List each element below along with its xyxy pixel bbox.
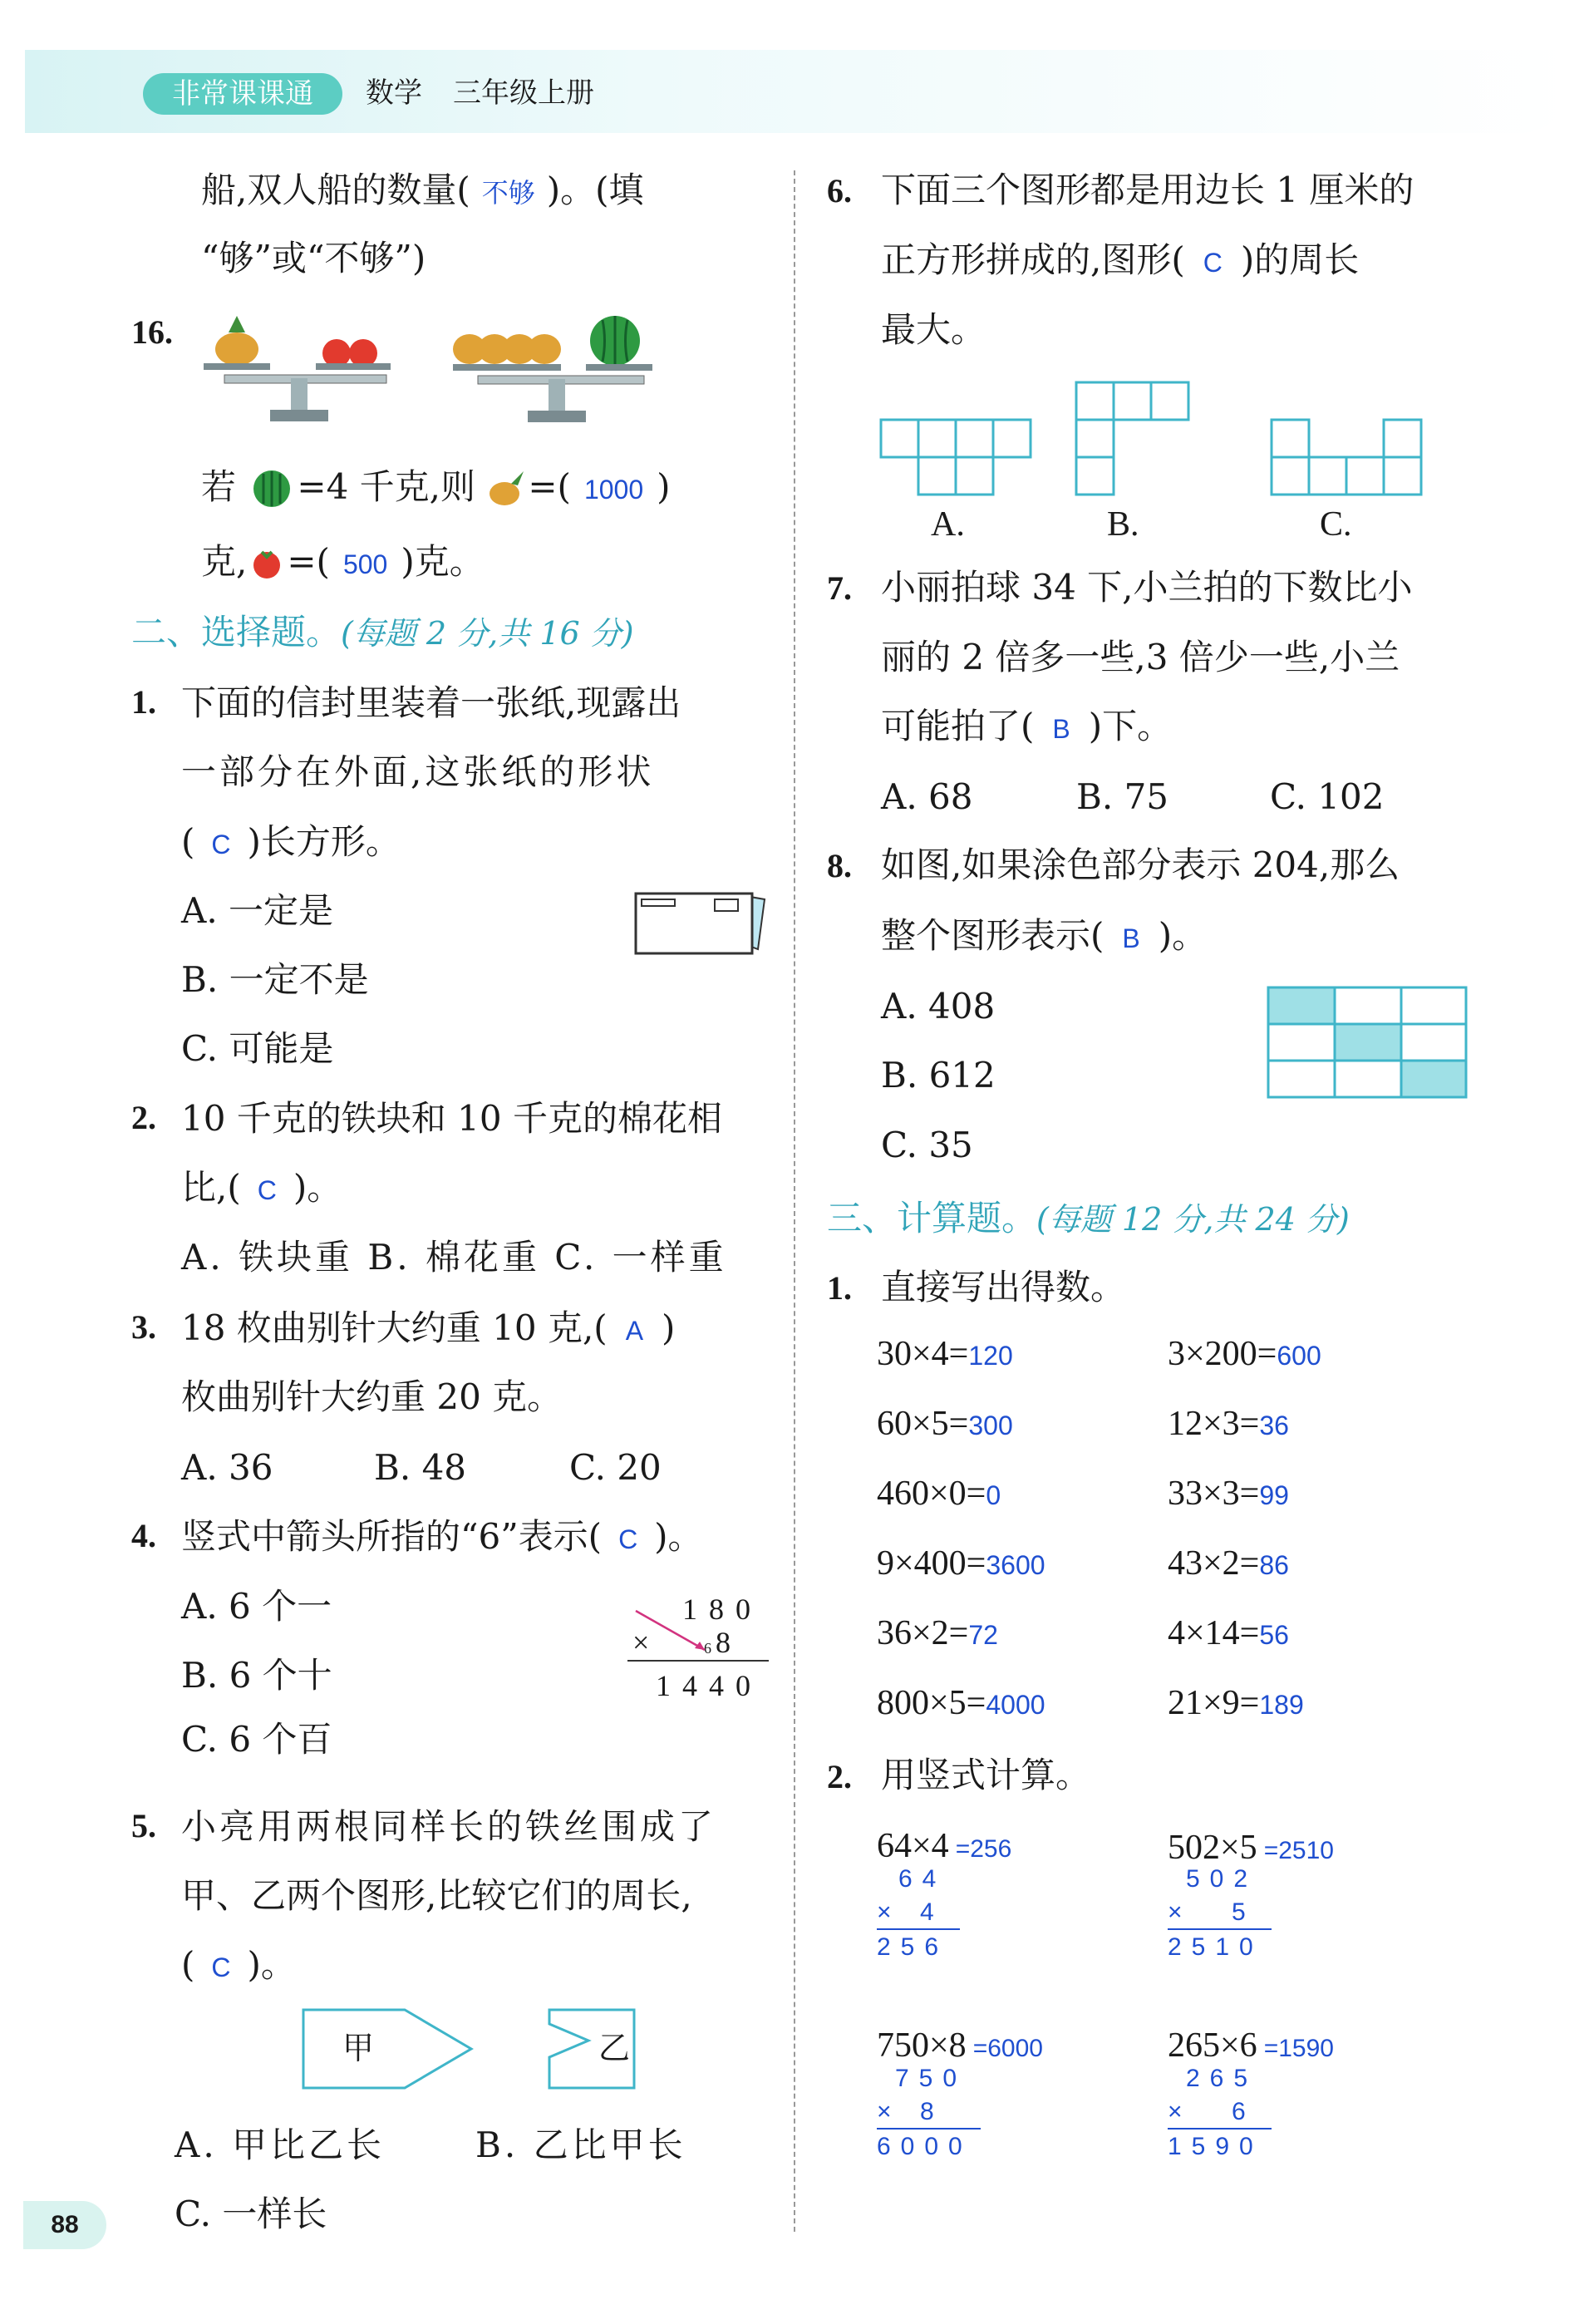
- sec2-q7-option-a: A. 68: [881, 776, 973, 817]
- tomato-icon: [247, 547, 287, 580]
- sec2-q8-line1: 如图,如果涂色部分表示 204,那么: [881, 844, 1400, 885]
- oral-row-4-left: 9×400=3600: [877, 1544, 1045, 1583]
- sec2-q3-answer: A: [625, 1316, 644, 1346]
- oral-row-1-right: 3×200=600: [1168, 1335, 1321, 1373]
- envelope-icon: [632, 889, 769, 960]
- sec2-q2-number: 2.: [131, 1099, 156, 1136]
- sec2-q8-option-b: B. 612: [881, 1055, 996, 1096]
- tomato-icon: [322, 339, 377, 367]
- q8-grid: [1266, 985, 1469, 1101]
- sec3-q2-title: 用竖式计算。: [881, 1755, 1091, 1795]
- oral-row-6-right: 21×9=189: [1168, 1684, 1304, 1722]
- vertical-calc-1: 64×4 =256 64 × 4 256: [877, 1827, 1012, 1961]
- watermelon-icon: [247, 467, 297, 509]
- sec2-q5-line1: 小亮用两根同样长的铁丝围成了: [181, 1806, 717, 1847]
- oral-row-5-left: 36×2=72: [877, 1614, 998, 1652]
- oral-row-3-left: 460×0=0: [877, 1475, 1001, 1513]
- shape-jia-label: 甲: [342, 2030, 375, 2066]
- sec2-q8-line2: 整个图形表示( B )。: [881, 915, 1208, 956]
- sec2-q8-option-c: C. 35: [881, 1125, 973, 1165]
- q15-line1: 船,双人船的数量( 不够 )。(填: [201, 170, 644, 210]
- balance-scale-left: [191, 312, 407, 428]
- header-grade: 三年级上册: [453, 77, 594, 109]
- pineapple-icon: [215, 316, 258, 366]
- sec2-q8-answer: B: [1122, 923, 1140, 953]
- sec2-q6-number: 6.: [827, 172, 852, 209]
- sec2-q2-answer: C: [257, 1175, 277, 1205]
- sec2-q3-line1: 18 枚曲别针大约重 10 克,( A ): [181, 1307, 676, 1348]
- q6-figures: [877, 378, 1425, 499]
- sec2-q6-line2: 正方形拼成的,图形( C )的周长: [881, 239, 1360, 280]
- sec3-q1-number: 1.: [827, 1269, 852, 1307]
- page-number: 88: [23, 2201, 106, 2249]
- vertical-calc-4: 265×6 =1590 265 × 6 1590: [1168, 2026, 1334, 2160]
- sec2-q6-answer: C: [1203, 248, 1223, 278]
- sec2-q1-line1: 下面的信封里装着一张纸,现露出: [181, 682, 681, 723]
- sec2-q4-line1: 竖式中箭头所指的“6”表示( C )。: [181, 1516, 703, 1557]
- section2-heading: 二、选择题。(每题 2 分,共 16 分): [131, 612, 634, 652]
- q16-number: 16.: [131, 313, 173, 351]
- oral-row-1-left: 30×4=120: [877, 1335, 1013, 1373]
- sec2-q5-line2: 甲、乙两个图形,比较它们的周长,: [181, 1875, 692, 1916]
- sec2-q5-answer: C: [211, 1952, 231, 1982]
- sec2-q1-option-c: C. 可能是: [181, 1028, 334, 1069]
- sec2-q2-options: A. 铁块重 B. 棉花重 C. 一样重: [181, 1237, 727, 1278]
- sec2-q3-option-a: A. 36: [181, 1447, 273, 1488]
- oral-calc-grid: [877, 1337, 1459, 1752]
- sec2-q3-number: 3.: [131, 1308, 156, 1346]
- vertical-calc-3: 750×8 =6000 750 × 8 6000: [877, 2026, 1043, 2160]
- sec2-q7-line3: 可能拍了( B )下。: [881, 706, 1173, 746]
- sec2-q5-option-a: A. 甲比乙长: [175, 2125, 386, 2165]
- sec2-q1-option-b: B. 一定不是: [181, 959, 369, 1000]
- sec3-q2-number: 2.: [827, 1758, 852, 1795]
- header-badge: 非常课课通: [143, 73, 342, 115]
- q16-answer-2: 500: [342, 549, 388, 579]
- sec2-q3-line2: 枚曲别针大约重 20 克。: [181, 1376, 563, 1417]
- sec2-q4-option-b: B. 6 个十: [181, 1655, 332, 1696]
- sec2-q3-option-b: B. 48: [374, 1447, 467, 1488]
- header-subject: 数学: [366, 77, 422, 109]
- sec2-q1-number: 1.: [131, 683, 156, 721]
- sec2-q5-number: 5.: [131, 1807, 156, 1844]
- sec2-q2-line2: 比,( C )。: [181, 1167, 342, 1208]
- sec2-q7-answer: B: [1052, 714, 1070, 744]
- sec2-q4-answer: C: [618, 1524, 638, 1554]
- sec2-q4-option-c: C. 6 个百: [181, 1719, 332, 1760]
- q16-line1: 若 =4 千克,则 =( 1000 ): [201, 466, 671, 507]
- sec2-q1-option-a: A. 一定是: [181, 890, 334, 931]
- pineapple-icon: [453, 334, 561, 364]
- oral-row-4-right: 43×2=86: [1168, 1544, 1289, 1583]
- sec2-q8-number: 8.: [827, 847, 852, 884]
- vertical-calc-2: 502×5 =2510 502 × 5 2510: [1168, 1829, 1334, 1961]
- oral-row-3-right: 33×3=99: [1168, 1475, 1289, 1513]
- shape-yi-label: 乙: [598, 2030, 631, 2066]
- shape-jia: [301, 2007, 475, 2090]
- q6-label-a: A.: [931, 505, 965, 544]
- sec2-q7-number: 7.: [827, 569, 852, 607]
- sec2-q6-line1: 下面三个图形都是用边长 1 厘米的: [881, 170, 1414, 210]
- sec2-q4-number: 4.: [131, 1517, 156, 1554]
- sec2-q1-line2: 一部分在外面,这张纸的形状: [181, 751, 655, 792]
- sec2-q5-option-b: B. 乙比甲长: [475, 2125, 686, 2165]
- sec2-q4-option-a: A. 6 个一: [181, 1586, 332, 1627]
- sec2-q3-option-c: C. 20: [569, 1447, 662, 1488]
- q16-answer-1: 1000: [583, 475, 644, 505]
- sec2-q5-line3: ( C )。: [181, 1944, 296, 1985]
- sec2-q7-line1: 小丽拍球 34 下,小兰拍的下数比小: [881, 567, 1413, 608]
- oral-row-6-left: 800×5=4000: [877, 1684, 1045, 1722]
- sec2-q6-line3: 最大。: [881, 309, 986, 350]
- q15-line2: “够”或“不够”): [201, 238, 426, 278]
- arrow-icon: [632, 1608, 723, 1658]
- sec2-q7-option-c: C. 102: [1270, 776, 1385, 817]
- q6-label-b: B.: [1107, 505, 1139, 544]
- sec2-q7-option-b: B. 75: [1076, 776, 1169, 817]
- sec2-q5-option-c: C. 一样长: [175, 2194, 327, 2234]
- watermelon-icon: [590, 316, 640, 366]
- pineapple-icon: [486, 467, 528, 509]
- oral-row-5-right: 4×14=56: [1168, 1614, 1289, 1652]
- sec2-q1-answer: C: [211, 830, 231, 859]
- sec3-q1-title: 直接写出得数。: [881, 1267, 1126, 1307]
- sec2-q7-line2: 丽的 2 倍多一些,3 倍少一些,小兰: [881, 637, 1400, 677]
- oral-row-2-right: 12×3=36: [1168, 1405, 1289, 1443]
- q16-line2: 克, =( 500 )克。: [201, 541, 485, 582]
- q15-answer: 不够: [481, 178, 535, 208]
- section3-heading: 三、计算题。(每题 12 分,共 24 分): [827, 1198, 1350, 1238]
- balance-scale-right: [445, 308, 661, 428]
- sec2-q8-option-a: A. 408: [881, 986, 996, 1027]
- oral-row-2-left: 60×5=300: [877, 1405, 1013, 1443]
- sec2-q1-line3: ( C )长方形。: [181, 821, 401, 862]
- sec2-q4-vertical-calc: 180 × 6 8 1440: [627, 1592, 769, 1708]
- column-divider: [794, 170, 795, 2232]
- sec2-q2-line1: 10 千克的铁块和 10 千克的棉花相: [181, 1098, 722, 1139]
- q6-label-c: C.: [1320, 505, 1352, 544]
